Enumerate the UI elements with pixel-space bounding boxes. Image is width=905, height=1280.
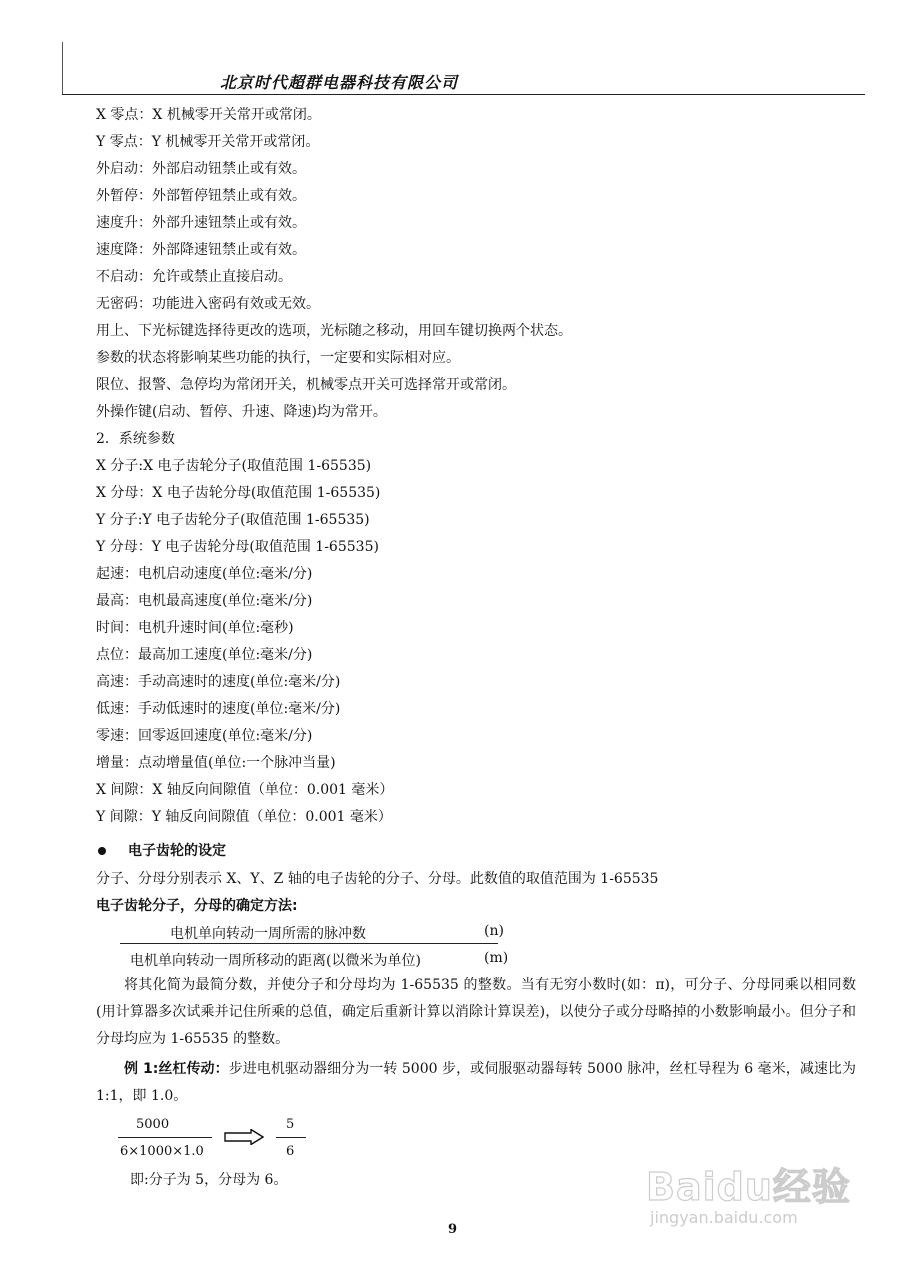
settings-line: 不启动：允许或禁止直接启动。	[96, 269, 292, 285]
bullet-icon	[98, 847, 106, 855]
example-fraction-numerator: 5000	[136, 1117, 170, 1132]
example-label: 例 1:丝杠传动：	[124, 1061, 229, 1077]
baidu-watermark	[640, 1152, 870, 1232]
param-line: Y 间隙：Y 轴反向间隙值（单位：0.001 毫米）	[96, 809, 392, 825]
example-fraction-denominator: 6×1000×1.0	[120, 1144, 204, 1159]
double-arrow-icon	[224, 1129, 264, 1145]
header-rule	[62, 94, 865, 95]
param-line: Y 分母：Y 电子齿轮分母(取值范围 1-65535)	[96, 539, 379, 555]
formula-denominator-tag: (m)	[484, 950, 509, 966]
gear-method-heading: 电子齿轮分子，分母的确定方法:	[96, 898, 298, 914]
formula-fraction-bar	[120, 943, 498, 944]
param-line: 高速：手动高速时的速度(单位:毫米/分)	[96, 674, 341, 690]
param-line: X 间隙：X 轴反向间隙值（单位：0.001 毫米）	[96, 782, 394, 798]
settings-line: 速度降：外部降速钮禁止或有效。	[96, 242, 306, 258]
param-line: 起速：电机启动速度(单位:毫米/分)	[96, 566, 313, 582]
watermark-logo: Baidu经验	[646, 1165, 851, 1209]
settings-line: 用上、下光标键选择待更改的选项，光标随之移动，用回车键切换两个状态。	[96, 323, 572, 339]
result-denominator: 6	[286, 1144, 295, 1159]
formula-denominator: 电机单向转动一周所移动的距离(以微米为单位)	[130, 953, 421, 969]
settings-line: 速度升：外部升速钮禁止或有效。	[96, 215, 306, 231]
header-vertical-rule	[62, 42, 63, 94]
settings-line: Y 零点：Y 机械零开关常开或常闭。	[96, 134, 320, 150]
gear-intro: 分子、分母分别表示 X、Y、Z 轴的电子齿轮的分子、分母。此数值的取值范围为 1-65535	[96, 871, 659, 887]
settings-line: X 零点：X 机械零开关常开或常闭。	[96, 107, 321, 123]
example-fraction-bar	[118, 1137, 212, 1138]
param-line: Y 分子:Y 电子齿轮分子(取值范围 1-65535)	[96, 512, 370, 528]
result-numerator: 5	[286, 1117, 295, 1132]
formula-numerator-tag: (n)	[484, 923, 504, 939]
param-line: 增量：点动增量值(单位:一个脉冲当量)	[96, 755, 336, 771]
company-header: 北京时代超群电器科技有限公司	[220, 73, 459, 92]
section-heading: 2．系统参数	[96, 431, 175, 447]
result-fraction-bar	[276, 1137, 306, 1138]
settings-line: 外启动：外部启动钮禁止或有效。	[96, 161, 306, 177]
settings-line: 外暂停：外部暂停钮禁止或有效。	[96, 188, 306, 204]
gear-section-title: 电子齿轮的设定	[128, 843, 226, 859]
param-line: 低速：手动低速时的速度(单位:毫米/分)	[96, 701, 341, 717]
example-paragraph	[96, 1056, 856, 1110]
formula-numerator: 电机单向转动一周所需的脉冲数	[170, 926, 366, 942]
param-line: 时间：电机升速时间(单位:毫秒)	[96, 620, 294, 636]
param-line: X 分母：X 电子齿轮分母(取值范围 1-65535)	[96, 485, 381, 501]
example-text: 步进电机驱动器细分为一转 5000 步，或伺服驱动器每转 5000 脉冲，丝杠导程为 6 毫米，减速比为 1:1，即 1.0。	[96, 1061, 856, 1104]
example-conclusion: 即:分子为 5，分母为 6。	[130, 1172, 288, 1188]
settings-line: 限位、报警、急停均为常闭开关，机械零点开关可选择常开或常闭。	[96, 377, 516, 393]
settings-line: 无密码：功能进入密码有效或无效。	[96, 296, 320, 312]
page-number: 9	[447, 1222, 458, 1237]
settings-line: 外操作键(启动、暂停、升速、降速)均为常开。	[96, 404, 387, 420]
param-line: 零速：回零返回速度(单位:毫米/分)	[96, 728, 313, 744]
param-line: 最高：电机最高速度(单位:毫米/分)	[96, 593, 313, 609]
settings-line: 参数的状态将影响某些功能的执行，一定要和实际相对应。	[96, 350, 460, 366]
watermark-url: jingyan.baidu.com	[650, 1208, 798, 1227]
param-line: X 分子:X 电子齿轮分子(取值范围 1-65535)	[96, 458, 372, 474]
simplify-paragraph: 将其化简为最简分数，并使分子和分母均为 1-65535 的整数。当有无穷小数时(如：π)，可分子、分母同乘以相同数(用计算器多次试乘并记住所乘的总值，确定后重新计算以消除计算误差)，以使分子或分母略掉的小数影响最小。但分子和分母均应为 1-65535 的整数。	[96, 977, 856, 1047]
param-line: 点位：最高加工速度(单位:毫米/分)	[96, 647, 313, 663]
